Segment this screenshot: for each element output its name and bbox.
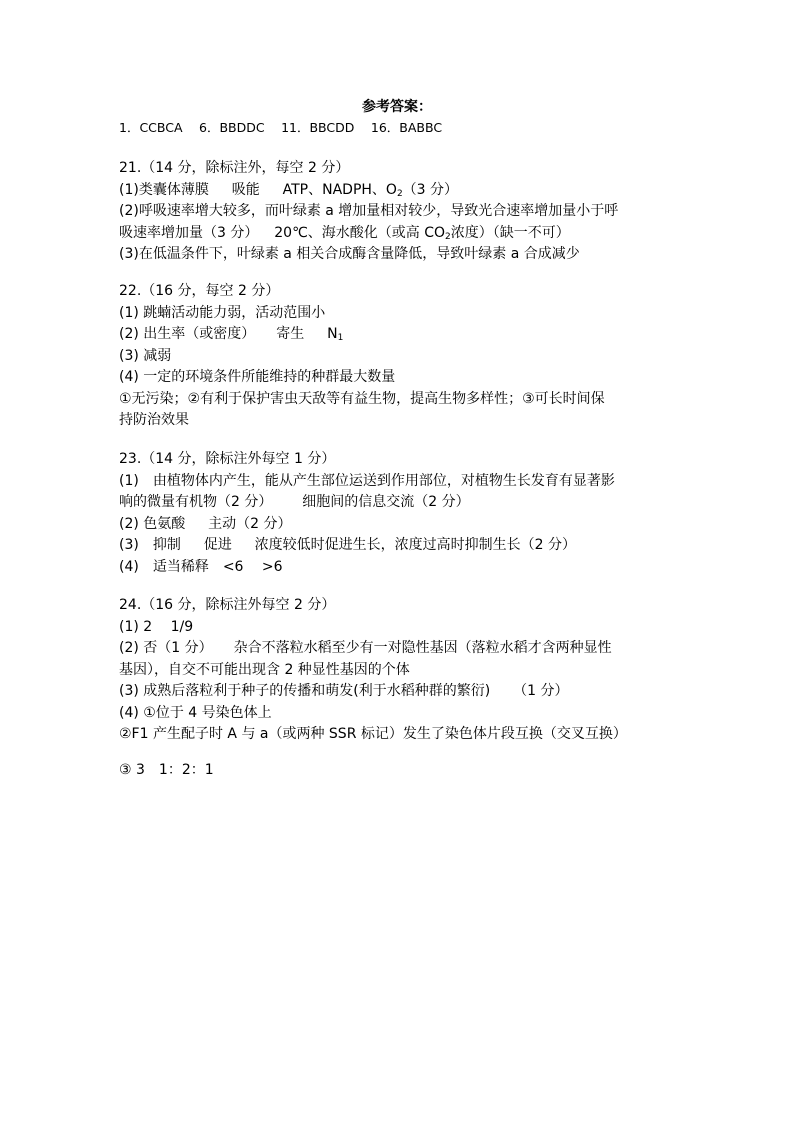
question-24 (119, 595, 679, 781)
q24-answer-4-part2: ②F1 产生配子时 A 与 a（或两种 SSR 标记）发生了染色体片段互换（交叉互换） (119, 726, 627, 742)
q22-answer-4-line2: ①无污染；②有利于保护害虫天敌等有益生物，提高生物多样性；③可长时间保 (119, 390, 605, 407)
question-21 (119, 158, 679, 266)
q23-answer-1-line1: (1) 由植物体内产生，能从产生部位运送到作用部位，对植物生长发育有显著影 (119, 472, 615, 489)
q23-answer-1-line2: 响的微量有机物（2 分） 细胞间的信息交流（2 分） (119, 494, 470, 510)
q24-answer-4-part3: ③ 3 1：2：1 (119, 761, 214, 778)
q23-header: 23.（14 分，除标注外每空 1 分） (119, 451, 336, 467)
q23-answer-4: (4) 适当稀释 <6 >6 (119, 558, 283, 575)
q24-answer-2-line2: 基因），自交不可能出现含 2 种显性基因的个体 (119, 661, 410, 678)
q21-answer-3: (3)在低温条件下，叶绿素 a 相关合成酶含量降低，导致叶绿素 a 合成减少 (119, 246, 580, 262)
q24-answer-1: (1) 2 1/9 (119, 618, 194, 635)
q24-answer-3: (3) 成熟后落粒利于种子的传播和萌发(利于水稻种群的繁衍) （1 分） (119, 683, 569, 699)
q22-answer-4: (4) 一定的环境条件所能维持的种群最大数量 (119, 369, 396, 385)
q21-answer-2-line1: (2)呼吸速率增大较多，而叶绿素 a 增加量相对较少，导致光合速率增加量小于呼 (119, 203, 619, 219)
q23-answer-3: (3) 抑制 促进 浓度较低时促进生长，浓度过高时抑制生长（2 分） (119, 537, 576, 553)
q22-answer-3: (3) 减弱 (119, 347, 172, 364)
question-23 (119, 449, 679, 578)
q21-answer-2-line2: 吸速率增加量（3 分） 20℃、海水酸化（或高 $CO_2$浓度）（缺一不可） (119, 224, 570, 242)
q24-header: 24.（16 分，除标注外每空 2 分） (119, 597, 336, 613)
page-title: 参考答案： (362, 99, 432, 115)
q24-answer-2-line1: (2) 否（1 分） 杂合不落粒水稻至少有一对隐性基因（落粒水稻才含两种显性 (119, 640, 612, 656)
q22-answer-1: (1) 跳蝻活动能力弱，活动范围小 (119, 304, 326, 321)
q22-header: 22.（16 分，每空 2 分） (119, 283, 280, 299)
question-22 (119, 281, 679, 432)
q21-header: 21.（14 分，除标注外，每空 2 分） (119, 160, 350, 176)
q21-answer-1: (1)类囊体薄膜 吸能 ATP、NADPH、$O_2(3$ 分） (119, 181, 459, 199)
q22-answer-4-line3: 持防治效果 (119, 412, 189, 428)
q24-answer-4: (4) ①位于 4 号染色体上 (119, 704, 272, 721)
q23-answer-2: (2) 色氨酸 主动（2 分） (119, 515, 292, 532)
multiple-choice-answers: 1．CCBCA 6．BBDDC 11．BBCDD 16．BABBC (119, 120, 443, 135)
q22-answer-2: (2) 出生率（或密度） 寄生 $N_1$ (119, 326, 344, 343)
